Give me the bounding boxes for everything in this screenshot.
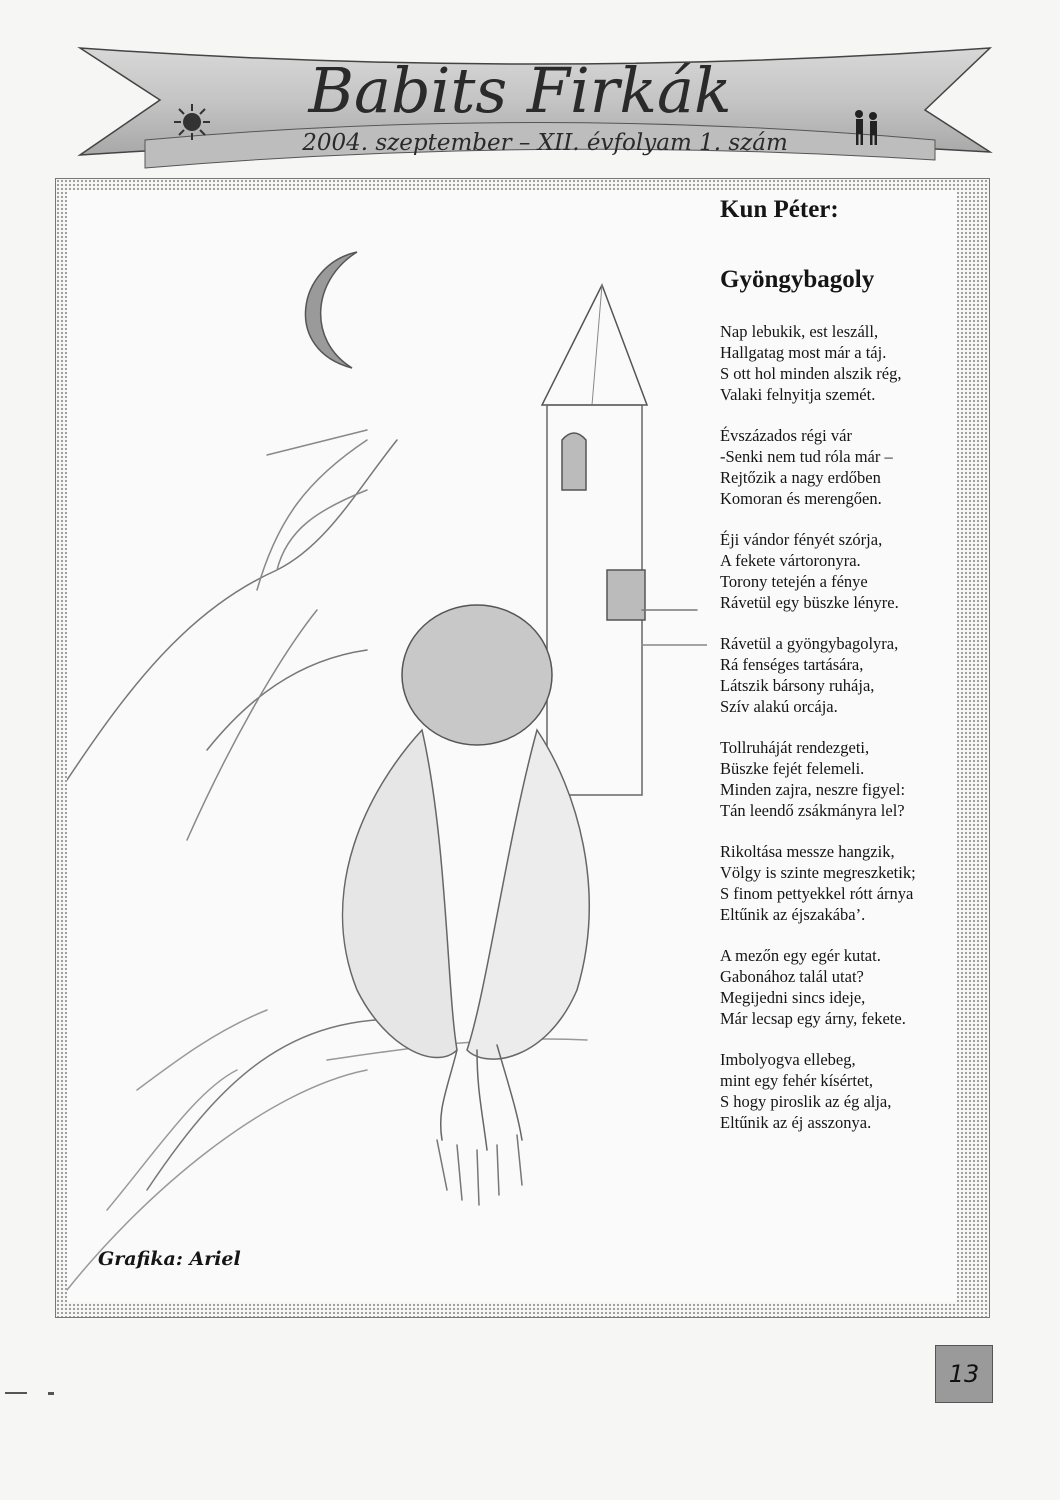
sun-icon [174, 104, 210, 140]
poem-line: Látszik bársony ruhája, [720, 676, 875, 695]
poem-line: Szív alakú orcája. [720, 697, 838, 716]
poem-line: Hallgatag most már a táj. [720, 343, 887, 362]
poem-line: Rikoltása messze hangzik, [720, 842, 895, 861]
masthead-banner [75, 40, 995, 175]
poem-line: Komoran és merengően. [720, 489, 882, 508]
banner-graphic [75, 40, 995, 175]
poem-line: Éji vándor fényét szórja, [720, 530, 883, 549]
poem-line: Nap lebukik, est leszáll, [720, 322, 879, 341]
poem-line: Már lecsap egy árny, fekete. [720, 1009, 906, 1028]
poem-line: S hogy piroslik az ég alja, [720, 1092, 892, 1111]
poem-line: Minden zajra, neszre figyel: [720, 780, 906, 799]
poem-stanza [720, 321, 975, 405]
poem-stanza [720, 1049, 975, 1133]
poem-stanza [720, 945, 975, 1029]
poem-stanza [720, 633, 975, 717]
poem-stanza [720, 425, 975, 509]
poem-author: Kun Péter: [720, 196, 839, 223]
poem-line: Gabonához talál utat? [720, 967, 864, 986]
poem-line: Évszázados régi vár [720, 426, 852, 445]
poem-line: Imbolyogva ellebeg, [720, 1050, 856, 1069]
poem-line: S ott hol minden alszik rég, [720, 364, 902, 383]
poem-title: Gyöngybagoly [720, 266, 875, 293]
poem-line: A mezőn egy egér kutat. [720, 946, 881, 965]
poem-line: Rejtőzik a nagy erdőben [720, 468, 881, 487]
poem-stanza [720, 529, 975, 613]
poem-line: Rá fenséges tartására, [720, 655, 864, 674]
poem-line: -Senki nem tud róla már – [720, 447, 893, 466]
poem-line: Büszke fejét felemeli. [720, 759, 865, 778]
poem-stanza [720, 841, 975, 925]
masthead-subtitle: 2004. szeptember – XII. évfolyam 1. szám [302, 130, 788, 156]
margin-mark [48, 1392, 54, 1395]
poem-line: Torony tetején a fénye [720, 572, 868, 591]
moon-drawing [305, 252, 357, 368]
poem-stanzas [720, 321, 975, 1133]
poem-line: Rávetül egy büszke lényre. [720, 593, 899, 612]
poem-line: Rávetül a gyöngybagolyra, [720, 634, 899, 653]
poem-line: Valaki felnyitja szemét. [720, 385, 876, 404]
poem-line: Völgy is szinte megreszketik; [720, 863, 916, 882]
tower-drawing [542, 285, 707, 795]
owl-illustration [67, 190, 707, 1302]
margin-mark [5, 1392, 27, 1394]
illustration-credit: Grafika: Ariel [98, 1248, 241, 1270]
owl-drawing [343, 605, 590, 1205]
poem-line: Tán leendő zsákmányra lel? [720, 801, 905, 820]
page-number: 13 [935, 1345, 993, 1403]
poem-line: Eltűnik az éjszakába’. [720, 905, 866, 924]
poem-stanza [720, 737, 975, 821]
poem-column [720, 195, 975, 1153]
poem-line: Megijedni sincs ideje, [720, 988, 866, 1007]
poem-line: mint egy fehér kísértet, [720, 1071, 874, 1090]
poem-line: Eltűnik az éj asszonya. [720, 1113, 872, 1132]
masthead-title: Babits Firkák [308, 54, 732, 127]
poem-line: A fekete vártoronyra. [720, 551, 861, 570]
poem-line: S finom pettyekkel rótt árnya [720, 884, 914, 903]
poem-line: Tollruháját rendezgeti, [720, 738, 870, 757]
